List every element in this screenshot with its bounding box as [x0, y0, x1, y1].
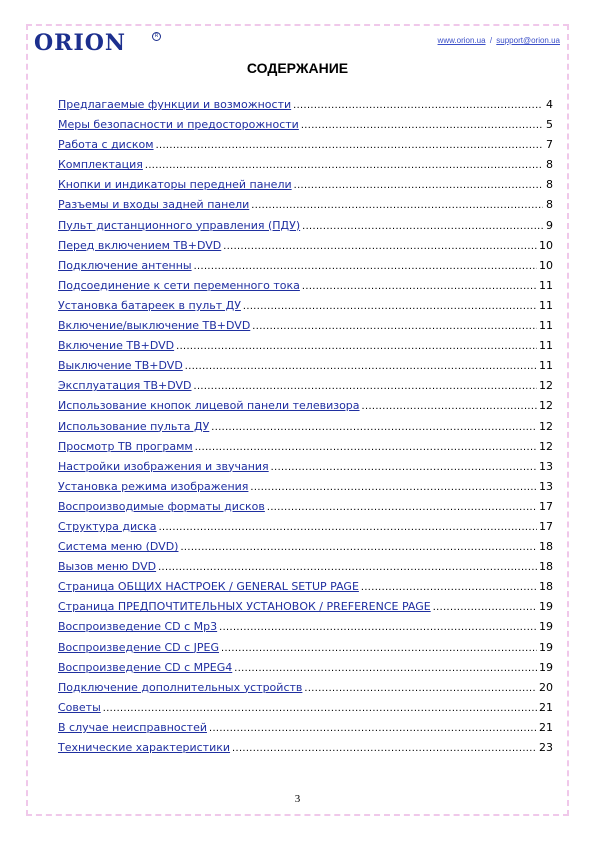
toc-page-number: 9: [546, 218, 553, 232]
toc-dot-leader: [209, 718, 537, 738]
toc-dot-leader: [158, 557, 537, 577]
toc-dot-leader: [194, 376, 538, 396]
toc-entry-link[interactable]: Вызов меню DVD: [58, 560, 157, 574]
toc-entry[interactable]: [58, 195, 553, 215]
toc-entry-link[interactable]: Кнопки и индикаторы передней панели: [58, 178, 292, 192]
toc-entry-link[interactable]: Подключение дополнительных устройств: [58, 680, 303, 694]
toc-dot-leader: [232, 738, 537, 758]
toc-entry[interactable]: [58, 497, 553, 517]
toc-entry[interactable]: [58, 256, 553, 276]
toc-page-number: 11: [539, 339, 553, 353]
toc-dot-leader: [301, 115, 543, 135]
toc-entry[interactable]: [58, 658, 553, 678]
toc-page-number: 18: [539, 540, 553, 554]
toc-entry[interactable]: [58, 557, 553, 577]
toc-entry-link[interactable]: Воспроизведение CD с Mp3: [58, 620, 218, 634]
header-links: [438, 36, 560, 45]
toc-dot-leader: [267, 497, 537, 517]
toc-page-number: 11: [539, 359, 553, 373]
toc-entry-link[interactable]: В случае неисправностей: [58, 720, 207, 734]
toc-page-number: 19: [539, 640, 553, 654]
toc-entry[interactable]: [58, 718, 553, 738]
toc-dot-leader: [180, 537, 537, 557]
toc-page-number: 17: [539, 519, 553, 533]
toc-entry-link[interactable]: Подсоединение к сети переменного тока: [58, 278, 300, 292]
toc-entry[interactable]: [58, 738, 553, 758]
toc-page-number: 20: [539, 680, 553, 694]
toc-entry[interactable]: [58, 477, 553, 497]
toc-page-number: 12: [539, 399, 553, 413]
orion-logo: [34, 30, 159, 56]
toc-entry[interactable]: [58, 678, 553, 698]
toc-dot-leader: [293, 95, 543, 115]
toc-dot-leader: [223, 236, 537, 256]
toc-entry-link[interactable]: Выключение ТВ+DVD: [58, 359, 183, 373]
toc-dot-leader: [361, 577, 537, 597]
toc-dot-leader: [234, 658, 537, 678]
toc-dot-leader: [156, 135, 543, 155]
toc-entry[interactable]: [58, 417, 553, 437]
toc-page-number: 5: [546, 118, 553, 132]
toc-entry-link[interactable]: Использование пульта ДУ: [58, 419, 210, 433]
toc-page-number: 21: [539, 720, 553, 734]
toc-page-number: 8: [546, 158, 553, 172]
toc-entry-link[interactable]: Страница ОБЩИХ НАСТРОЕК / GENERAL SETUP PAGE: [58, 580, 359, 594]
toc-dot-leader: [176, 336, 537, 356]
toc-page-number: 11: [539, 278, 553, 292]
toc-entry[interactable]: [58, 638, 553, 658]
toc-entry-link[interactable]: Подключение антенны: [58, 258, 192, 272]
toc-dot-leader: [302, 276, 537, 296]
toc-entry[interactable]: [58, 155, 553, 175]
toc-entry[interactable]: [58, 216, 553, 236]
page-number: 3: [294, 793, 301, 805]
toc-entry-link[interactable]: Меры безопасности и предосторожности: [58, 118, 299, 132]
toc-dot-leader: [219, 617, 537, 637]
logo-text: ORION: [34, 30, 127, 56]
toc-page-number: 23: [539, 741, 553, 754]
table-of-contents: [58, 95, 553, 758]
toc-entry[interactable]: [58, 617, 553, 637]
toc-entry-link[interactable]: Просмотр ТВ программ: [58, 439, 193, 453]
toc-page-number: 7: [546, 138, 553, 152]
toc-entry-link[interactable]: Работа с диском: [58, 138, 154, 152]
toc-page-number: 8: [546, 178, 553, 192]
toc-dot-leader: [271, 457, 537, 477]
toc-page-number: 11: [539, 298, 553, 312]
toc-page-number: 11: [539, 319, 553, 333]
toc-entry-link[interactable]: Структура диска: [58, 519, 157, 533]
toc-page-number: 12: [539, 419, 553, 433]
toc-page-number: 21: [539, 700, 553, 714]
toc-entry[interactable]: [58, 236, 553, 256]
toc-dot-leader: [103, 698, 537, 718]
toc-entry[interactable]: [58, 457, 553, 477]
toc-dot-leader: [250, 477, 537, 497]
toc-page-number: 13: [539, 459, 553, 473]
toc-page-number: 17: [539, 499, 553, 513]
toc-entry[interactable]: [58, 577, 553, 597]
toc-page-number: 19: [539, 620, 553, 634]
toc-dot-leader: [302, 216, 543, 236]
toc-entry[interactable]: [58, 316, 553, 336]
toc-dot-leader: [243, 296, 537, 316]
toc-entry-link[interactable]: Система меню (DVD): [58, 540, 179, 554]
toc-entry-link[interactable]: Разъемы и входы задней панели: [58, 198, 250, 212]
website-link[interactable]: www.orion.ua: [437, 36, 486, 45]
toc-page-number: 10: [539, 238, 553, 252]
toc-entry[interactable]: [58, 396, 553, 416]
toc-entry-link[interactable]: Воспроизведение CD с JPEG: [58, 640, 219, 654]
toc-entry-link[interactable]: Страница ПРЕДПОЧТИТЕЛЬНЫХ УСТАНОВОК / PREFERENCE PAGE: [58, 600, 431, 614]
toc-page-number: 19: [539, 660, 553, 674]
toc-dot-leader: [251, 195, 543, 215]
toc-page-number: 18: [539, 560, 553, 574]
toc-dot-leader: [159, 517, 537, 537]
toc-dot-leader: [185, 356, 537, 376]
registered-trademark-icon: R: [152, 32, 161, 41]
email-link[interactable]: support@orion.ua: [496, 36, 560, 45]
toc-entry-link[interactable]: Воспроизведение CD с MPEG4: [58, 660, 233, 674]
toc-entry[interactable]: [58, 115, 553, 135]
toc-entry[interactable]: [58, 537, 553, 557]
toc-entry-link[interactable]: Включение ТВ+DVD: [58, 339, 175, 353]
toc-page-number: 8: [546, 198, 553, 212]
toc-entry-link[interactable]: Установка режима изображения: [58, 479, 249, 493]
toc-page-number: 18: [539, 580, 553, 594]
toc-page-number: 12: [539, 379, 553, 393]
toc-page-number: 19: [539, 600, 553, 614]
toc-entry[interactable]: [58, 356, 553, 376]
link-separator: /: [489, 36, 493, 45]
toc-entry[interactable]: [58, 135, 553, 155]
toc-entry[interactable]: [58, 276, 553, 296]
page-title: СОДЕРЖАНИЕ: [246, 60, 349, 76]
toc-dot-leader: [195, 437, 537, 457]
toc-dot-leader: [145, 155, 543, 175]
toc-dot-leader: [252, 316, 537, 336]
toc-dot-leader: [433, 597, 537, 617]
toc-entry[interactable]: [58, 336, 553, 356]
toc-page-number: 13: [539, 479, 553, 493]
toc-dot-leader: [221, 638, 537, 658]
toc-page-number: 12: [539, 439, 553, 453]
toc-entry-link[interactable]: Использование кнопок лицевой панели телевизора: [58, 399, 360, 413]
toc-entry[interactable]: [58, 376, 553, 396]
toc-entry[interactable]: [58, 175, 553, 195]
toc-entry-link[interactable]: Настройки изображения и звучания: [58, 459, 269, 473]
toc-entry-link[interactable]: Включение/выключение ТВ+DVD: [58, 319, 251, 333]
toc-entry[interactable]: [58, 698, 553, 718]
toc-entry-link[interactable]: Технические характеристики: [58, 741, 231, 754]
toc-entry-link[interactable]: Установка батареек в пульт ДУ: [58, 298, 241, 312]
toc-dot-leader: [211, 417, 537, 437]
toc-entry-link[interactable]: Перед включением ТВ+DVD: [58, 238, 222, 252]
toc-entry-link[interactable]: Воспроизводимые форматы дисков: [58, 499, 265, 513]
toc-entry[interactable]: [58, 597, 553, 617]
toc-entry-link[interactable]: Эксплуатация ТВ+DVD: [58, 379, 192, 393]
toc-dot-leader: [194, 256, 537, 276]
toc-dot-leader: [304, 678, 537, 698]
toc-entry-link[interactable]: Советы: [58, 700, 101, 714]
toc-dot-leader: [294, 175, 543, 195]
toc-entry-link[interactable]: Предлагаемые функции и возможности: [58, 98, 292, 111]
toc-entry[interactable]: [58, 437, 553, 457]
toc-entry[interactable]: [58, 296, 553, 316]
toc-entry[interactable]: [58, 95, 553, 115]
toc-entry-link[interactable]: Комплектация: [58, 158, 143, 172]
toc-entry[interactable]: [58, 517, 553, 537]
toc-page-number: 10: [539, 258, 553, 272]
toc-dot-leader: [362, 396, 537, 416]
toc-page-number: 4: [546, 98, 553, 111]
toc-entry-link[interactable]: Пульт дистанционного управления (ПДУ): [58, 218, 301, 232]
